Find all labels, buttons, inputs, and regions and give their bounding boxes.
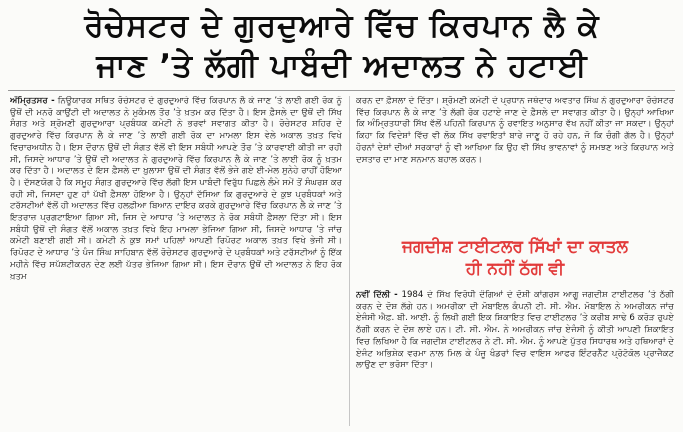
right-article-paragraph <box>356 290 674 372</box>
column-divider <box>349 96 350 426</box>
right-article-continuation-body: ਕਰਨ ਦਾ ਫ਼ੈਸਲਾ ਦੇ ਦਿੱਤਾ। ਸ਼੍ਰੋਮਣੀ ਕਮੇਟੀ ਦੇ ਪ੍ਰਧਾਨ ਜਥੇਦਾਰ ਅਵਤਾਰ ਸਿੰਘ ਨੇ ਗੁਰਦੁਆਰਾ ਰੋਚੇਸਟਰ ਵਿੱਚ ਕਿਰਪਾਨ ਲੈ ਕੇ ਜਾਣ ’ਤੇ ਲੱਗੀ ਰੋਕ ਹਟਾਏ ਜਾਣ ਦੇ ਫ਼ੈਸਲੇ ਦਾ ਸਵਾਗਤ ਕੀਤਾ ਹੈ। ਉਨ੍ਹਾਂ ਆਖਿਆ ਕਿ ਅੰਮ੍ਰਿਤਧਾਰੀ ਸਿੱਖ ਵੱਲੋਂ ਪਹਿਨੀ ਕਿਰਪਾਨ ਨੂੰ ਰਵਾਇਤ ਅਨੁਸਾਰ ਵੱਖ ਨਹੀਂ ਕੀਤਾ ਜਾ ਸਕਦਾ। ਉਨ੍ਹਾਂ ਕਿਹਾ ਕਿ ਵਿਦੇਸ਼ਾਂ ਵਿੱਚ ਵੀ ਲੋਕ ਸਿੱਖ ਰਵਾਇਤਾਂ ਬਾਰੇ ਜਾਣੂ ਹੋ ਰਹੇ ਹਨ, ਜੋ ਕਿ ਚੰਗੀ ਗੱਲ ਹੈ। ਉਨ੍ਹਾਂ ਹੋਰਨਾਂ ਦੇਸ਼ਾਂ ਦੀਆਂ ਸਰਕਾਰਾਂ ਨੂੰ ਵੀ ਆਖਿਆ ਕਿ ਉਹ ਵੀ ਸਿੱਖ ਭਾਵਨਾਵਾਂ ਨੂੰ ਸਮਝਣ ਅਤੇ ਕਿਰਪਾਨ ਅਤੇ ਦਸਤਾਰ ਦਾ ਮਾਣ ਸਨਮਾਨ ਬਹਾਲ ਕਰਨ। <box>356 96 674 165</box>
right-article <box>356 290 674 428</box>
headline-line-2: ਜਾਣ ’ਤੇ ਲੱਗੀ ਪਾਬੰਦੀ ਅਦਾਲਤ ਨੇ ਹਟਾਈ <box>96 48 588 84</box>
right-article-continuation <box>356 96 674 246</box>
subheadline-line-2: ਹੀ ਨਹੀਂ ਠੱਗ ਵੀ <box>465 259 565 279</box>
subheadline-line-1: ਜਗਦੀਸ਼ ਟਾਈਟਲਰ ਸਿੱਖਾਂ ਦਾ ਕਾਤਲ <box>401 237 629 257</box>
left-article-dateline: ਅੰਮ੍ਰਿਤਸਰ - <box>10 96 55 106</box>
left-article-body: ਨਿਊਯਾਰਕ ਸਥਿਤ ਰੋਚੇਸਟਰ ਦੇ ਗੁਰਦੁਆਰੇ ਵਿੱਚ ਕਿਰਪਾਨ ਲੈ ਕੇ ਜਾਣ ’ਤੇ ਲਾਈ ਗਈ ਰੋਕ ਨੂੰ ਉਥੋਂ ਦੀ ਮਨਰੋ ਕਾਉਂਟੀ ਦੀ ਅਦਾਲਤ ਨੇ ਮੁਕੰਮਲ ਤੌਰ ’ਤੇ ਖ਼ਤਮ ਕਰ ਦਿੱਤਾ ਹੈ। ਇਸ ਫ਼ੈਸਲੇ ਦਾ ਉਥੋਂ ਦੀ ਸਿੱਖ ਸੰਗਤ ਅਤੇ ਸ਼੍ਰੋਮਣੀ ਗੁਰਦੁਆਰਾ ਪ੍ਰਬੰਧਕ ਕਮੇਟੀ ਨੇ ਭਰਵਾਂ ਸਵਾਗਤ ਕੀਤਾ ਹੈ। ਰੋਚੇਸਟਰ ਸ਼ਹਿਰ ਦੇ ਗੁਰਦੁਆਰੇ ਵਿੱਚ ਕਿਰਪਾਨ ਲੈ ਕੇ ਜਾਣ ’ਤੇ ਲਾਈ ਗਈ ਰੋਕ ਦਾ ਮਾਮਲਾ ਇਸ ਵੇਲੇ ਅਕਾਲ ਤਖ਼ਤ ਵਿਖੇ ਵਿਚਾਰਅਧੀਨ ਹੈ। ਇਸ ਦੌਰਾਨ ਉਥੋਂ ਦੀ ਸੰਗਤ ਵੱਲੋਂ ਵੀ ਇਸ ਸਬੰਧੀ ਆਪਣੇ ਤੌਰ ’ਤੇ ਕਾਰਵਾਈ ਕੀਤੀ ਜਾ ਰਹੀ ਸੀ, ਜਿਸਦੇ ਆਧਾਰ ’ਤੇ ਉਥੋਂ ਦੀ ਅਦਾਲਤ ਨੇ ਗੁਰਦੁਆਰੇ ਵਿੱਚ ਕਿਰਪਾਨ ਲੈ ਕੇ ਜਾਣ ’ਤੇ ਲਾਈ ਰੋਕ ਨੂੰ ਖ਼ਤਮ ਕਰ ਦਿੱਤਾ ਹੈ। ਅਦਾਲਤ ਦੇ ਇਸ ਫ਼ੈਸਲੇ ਦਾ ਖ਼ੁਲਾਸਾ ਉਥੋਂ ਦੀ ਸੰਗਤ ਵੱਲੋਂ ਭੇਜੇ ਗਏ ਈ-ਮੇਲ ਸੁਨੇਹੇ ਰਾਹੀਂ ਹੋਇਆ ਹੈ। ਦੱਸਣਯੋਗ ਹੈ ਕਿ ਸਮੂਹ ਸੰਗਤ ਗੁਰਦੁਆਰੇ ਵਿੱਚ ਲੱਗੀ ਇਸ ਪਾਬੰਦੀ ਵਿਰੁੱਧ ਪਿਛਲੇ ਲੰਮੇ ਸਮੇਂ ਤੋਂ ਸੰਘਰਸ਼ ਕਰ ਰਹੀ ਸੀ, ਜਿਸਦਾ ਹੁਣ ਹਾਂ ਪੱਖੀ ਫ਼ੈਸਲਾ ਹੋਇਆ ਹੈ। ਉਨ੍ਹਾਂ ਦੱਸਿਆ ਕਿ ਗੁਰਦੁਆਰੇ ਦੇ ਕੁਝ ਪ੍ਰਬੰਧਕਾਂ ਅਤੇ ਟਰੱਸਟੀਆਂ ਵੱਲੋਂ ਹੀ ਅਦਾਲਤ ਵਿੱਚ ਹਲਫ਼ੀਆ ਬਿਆਨ ਦਾਇਰ ਕਰਕੇ ਗੁਰਦੁਆਰੇ ਵਿੱਚ ਕਿਰਪਾਨ ਲੈ ਕੇ ਜਾਣ ’ਤੇ ਇਤਰਾਜ਼ ਪ੍ਰਗਟਾਇਆ ਗਿਆ ਸੀ, ਜਿਸ ਦੇ ਆਧਾਰ ’ਤੇ ਅਦਾਲਤ ਨੇ ਰੋਕ ਸਬੰਧੀ ਫ਼ੈਸਲਾ ਦਿੱਤਾ ਸੀ। ਇਸ ਸਬੰਧੀ ਉਥੋਂ ਦੀ ਸੰਗਤ ਵੱਲੋਂ ਅਕਾਲ ਤਖ਼ਤ ਵਿਖੇ ਇਹ ਮਾਮਲਾ ਭੇਜਿਆ ਗਿਆ ਸੀ, ਜਿਸਦੇ ਆਧਾਰ ’ਤੇ ਜਾਂਚ ਕਮੇਟੀ ਬਣਾਈ ਗਈ ਸੀ। ਕਮੇਟੀ ਨੇ ਕੁਝ ਸਮਾਂ ਪਹਿਲਾਂ ਆਪਣੀ ਰਿਪੋਰਟ ਅਕਾਲ ਤਖ਼ਤ ਵਿਖੇ ਭੇਜੀ ਸੀ। ਰਿਪੋਰਟ ਦੇ ਆਧਾਰ ’ਤੇ ਪੰਜ ਸਿੰਘ ਸਾਹਿਬਾਨ ਵੱਲੋਂ ਰੋਚੇਸਟਰ ਗੁਰਦੁਆਰੇ ਦੇ ਪ੍ਰਬੰਧਕਾਂ ਅਤੇ ਟਰੱਸਟੀਆਂ ਨੂੰ ਇੱਕ ਮਹੀਨੇ ਵਿੱਚ ਸਪੱਸ਼ਟੀਕਰਨ ਦੇਣ ਲਈ ਪੱਤਰ ਭੇਜਿਆ ਗਿਆ ਸੀ। ਇਸ ਦੌਰਾਨ ਉਥੋਂ ਦੀ ਅਦਾਲਤ ਨੇ ਇਹ ਰੋਕ ਖ਼ਤਮ <box>10 96 342 282</box>
right-article-dateline: ਨਵੀਂ ਦਿੱਲੀ - <box>356 290 398 300</box>
headline-rule <box>8 90 675 91</box>
right-article-body: 1984 ਦੇ ਸਿੱਖ ਵਿਰੋਧੀ ਦੰਗਿਆਂ ਦੇ ਦੋਸ਼ੀ ਕਾਂਗਰਸ ਆਗੂ ਜਗਦੀਸ਼ ਟਾਈਟਲਰ ’ਤੇ ਠੱਗੀ ਕਰਨ ਦੇ ਦੋਸ਼ ਲੱਗੇ ਹਨ। ਅਮਰੀਕਾ ਦੀ ਮੋਬਾਇਲ ਕੰਪਨੀ ਟੀ. ਸੀ. ਐਮ. ਮੋਬਾਇਲ ਨੇ ਅਮਰੀਕਨ ਜਾਂਚ ਏਜੰਸੀ ਐਫ਼. ਬੀ. ਆਈ. ਨੂੰ ਲਿਖੀ ਗਈ ਇਕ ਸ਼ਿਕਾਇਤ ਵਿਚ ਟਾਈਟਲਰ ’ਤੇ ਕਰੀਬ ਸਾਢੇ 6 ਕਰੋੜ ਰੁਪਏ ਠੱਗੀ ਕਰਨ ਦੇ ਦੋਸ਼ ਲਾਏ ਹਨ। ਟੀ. ਸੀ. ਐਮ. ਨੇ ਅਮਰੀਕਨ ਜਾਂਚ ਏਜੰਸੀ ਨੂੰ ਕੀਤੀ ਆਪਣੀ ਸ਼ਿਕਾਇਤ ਵਿਚ ਲਿਖਿਆ ਹੈ ਕਿ ਜਗਦੀਸ਼ ਟਾਈਟਲਰ ਨੇ ਟੀ. ਸੀ. ਐਮ. ਨੂੰ ਆਪਣੇ ਪੁੱਤਰ ਸਿਧਾਰਥ ਅਤੇ ਹਥਿਆਰਾਂ ਦੇ ਏਜੰਟ ਅਭਿਸ਼ੇਕ ਵਰਮਾ ਨਾਲ ਮਿਲ ਕੇ ਪੰਜੂ ਖੰਡਰਾਂ ਵਿਚ ਵਾਇਸ ਆਫਰ ਇੰਟਰਨੈੱਟ ਪ੍ਰੋਟੋਕੋਲ ਪ੍ਰਾਜੈਕਟ ਲਾਉਣ ਦਾ ਭਰੋਸਾ ਦਿੱਤਾ। <box>356 290 674 371</box>
subheadline <box>356 236 674 280</box>
headline-line-1: ਰੋਚੇਸਟਰ ਦੇ ਗੁਰਦੁਆਰੇ ਵਿੱਚ ਕਿਰਪਾਨ ਲੈ ਕੇ <box>84 8 600 44</box>
left-article <box>10 96 342 428</box>
left-article-paragraph <box>10 96 342 283</box>
